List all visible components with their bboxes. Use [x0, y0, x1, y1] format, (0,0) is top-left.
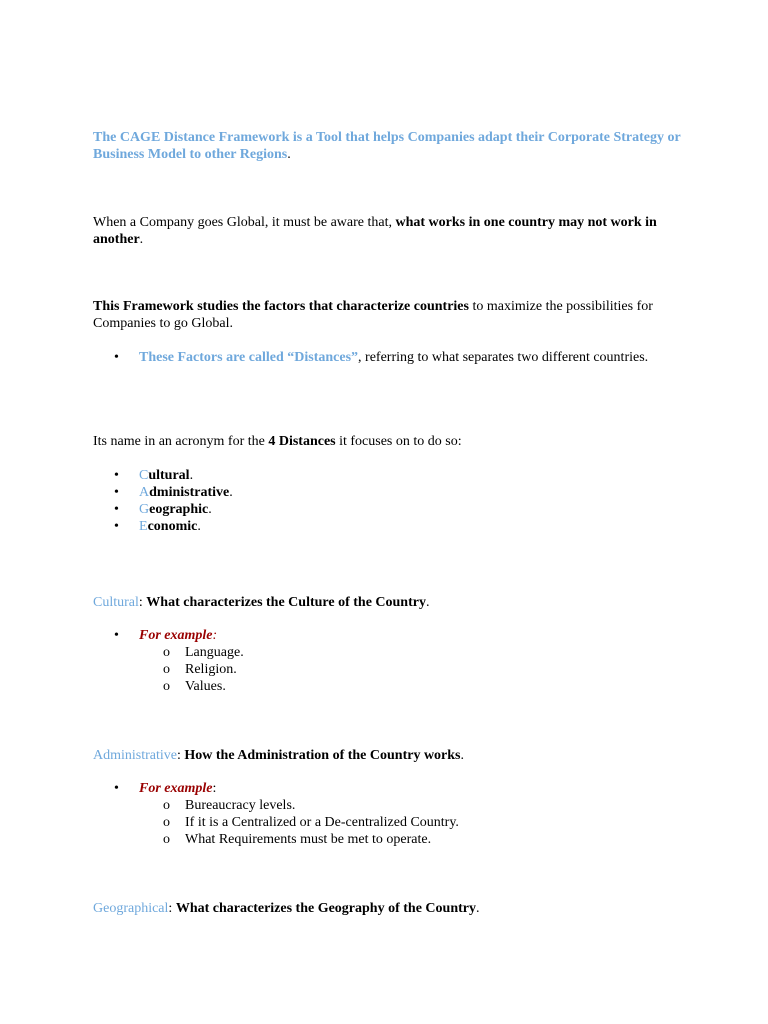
cultural-label: Cultural — [93, 595, 139, 610]
administrative-desc: How the Administration of the Country works — [184, 748, 461, 763]
geographical-colon: : — [168, 901, 176, 916]
cultural-heading — [93, 594, 683, 611]
cultural-colon: : — [138, 595, 147, 610]
sub-bullet: o — [163, 798, 170, 813]
bullet-dot: • — [114, 485, 119, 500]
cultural-item: Religion. — [185, 662, 237, 677]
acronym-period: . — [229, 485, 233, 500]
bullet-dot: • — [114, 519, 119, 534]
global-lead: When a Company goes Global, it must be aware that, — [93, 215, 396, 230]
acronym-item-text — [139, 518, 683, 535]
administrative-item: What Requirements must be met to operate. — [185, 832, 432, 847]
bullet-dot: • — [114, 781, 119, 796]
acronym-item-text — [139, 467, 683, 484]
example-colon: : — [212, 781, 217, 796]
intro-title-period: . — [287, 147, 291, 162]
framework-paragraph — [93, 298, 683, 332]
framework-bullet-blue: These Factors are called “Distances” — [139, 350, 359, 365]
administrative-heading — [93, 747, 683, 764]
acronym-word: eographic — [149, 502, 209, 517]
sub-bullet: o — [163, 832, 170, 847]
framework-bullet-text — [139, 349, 683, 366]
geographical-heading — [93, 900, 683, 917]
acronym-period: . — [208, 502, 212, 517]
acronym-letter: A — [139, 485, 150, 500]
acronym-item-text — [139, 484, 683, 501]
sub-bullet: o — [163, 645, 170, 660]
bullet-dot: • — [114, 502, 119, 517]
administrative-label: Administrative — [93, 748, 177, 763]
acronym-letter: C — [139, 468, 149, 483]
bullet-dot: • — [114, 468, 119, 483]
example-label: For example — [139, 781, 213, 796]
bullet-dot: • — [114, 350, 119, 365]
acronym-word: conomic — [147, 519, 198, 534]
example-text — [139, 780, 683, 797]
cultural-period: . — [425, 595, 430, 610]
framework-bold: This Framework studies the factors that characterize countries — [93, 299, 469, 314]
cultural-desc: What characterizes the Culture of the Country — [146, 595, 426, 610]
acronym-paragraph — [93, 433, 683, 450]
administrative-item: Bureaucracy levels. — [185, 798, 296, 813]
framework-bullet-rest: , referring to what separates two different countries. — [358, 350, 649, 365]
sub-bullet: o — [163, 662, 170, 677]
acronym-bold: 4 Distances — [268, 434, 336, 449]
acronym-period: . — [197, 519, 201, 534]
sub-bullet: o — [163, 815, 170, 830]
global-paragraph — [93, 214, 683, 248]
cultural-item: Language. — [185, 645, 244, 660]
geographical-label: Geographical — [93, 901, 169, 916]
acronym-word: ultural — [148, 468, 190, 483]
example-colon: : — [212, 628, 218, 643]
global-bold: what works in one country may not work in another — [93, 215, 657, 247]
framework-rest: to maximize the possibilities for Companies to go Global. — [93, 299, 653, 331]
example-text — [139, 627, 683, 644]
acronym-item-text — [139, 501, 683, 518]
example-label: For example — [139, 628, 213, 643]
intro-title-text: The CAGE Distance Framework is a Tool that helps Companies adapt their Corporate Strategy or Business Model to other Regions — [93, 130, 681, 162]
geographical-desc: What characterizes the Geography of the Country — [175, 901, 476, 916]
acronym-letter: E — [139, 519, 148, 534]
acronym-word: dministrative — [149, 485, 230, 500]
acronym-lead: Its name in an acronym for the — [93, 434, 269, 449]
global-period: . — [139, 232, 144, 247]
intro-title — [93, 129, 683, 163]
administrative-colon: : — [177, 748, 185, 763]
cultural-item: Values. — [185, 679, 226, 694]
acronym-period: . — [189, 468, 194, 483]
sub-bullet: o — [163, 679, 170, 694]
administrative-item: If it is a Centralized or a De-centralized Country. — [185, 815, 459, 830]
acronym-rest: it focuses on to do so: — [335, 434, 462, 449]
administrative-period: . — [460, 748, 465, 763]
bullet-dot: • — [114, 628, 119, 643]
acronym-letter: G — [139, 502, 150, 517]
geographical-period: . — [475, 901, 480, 916]
